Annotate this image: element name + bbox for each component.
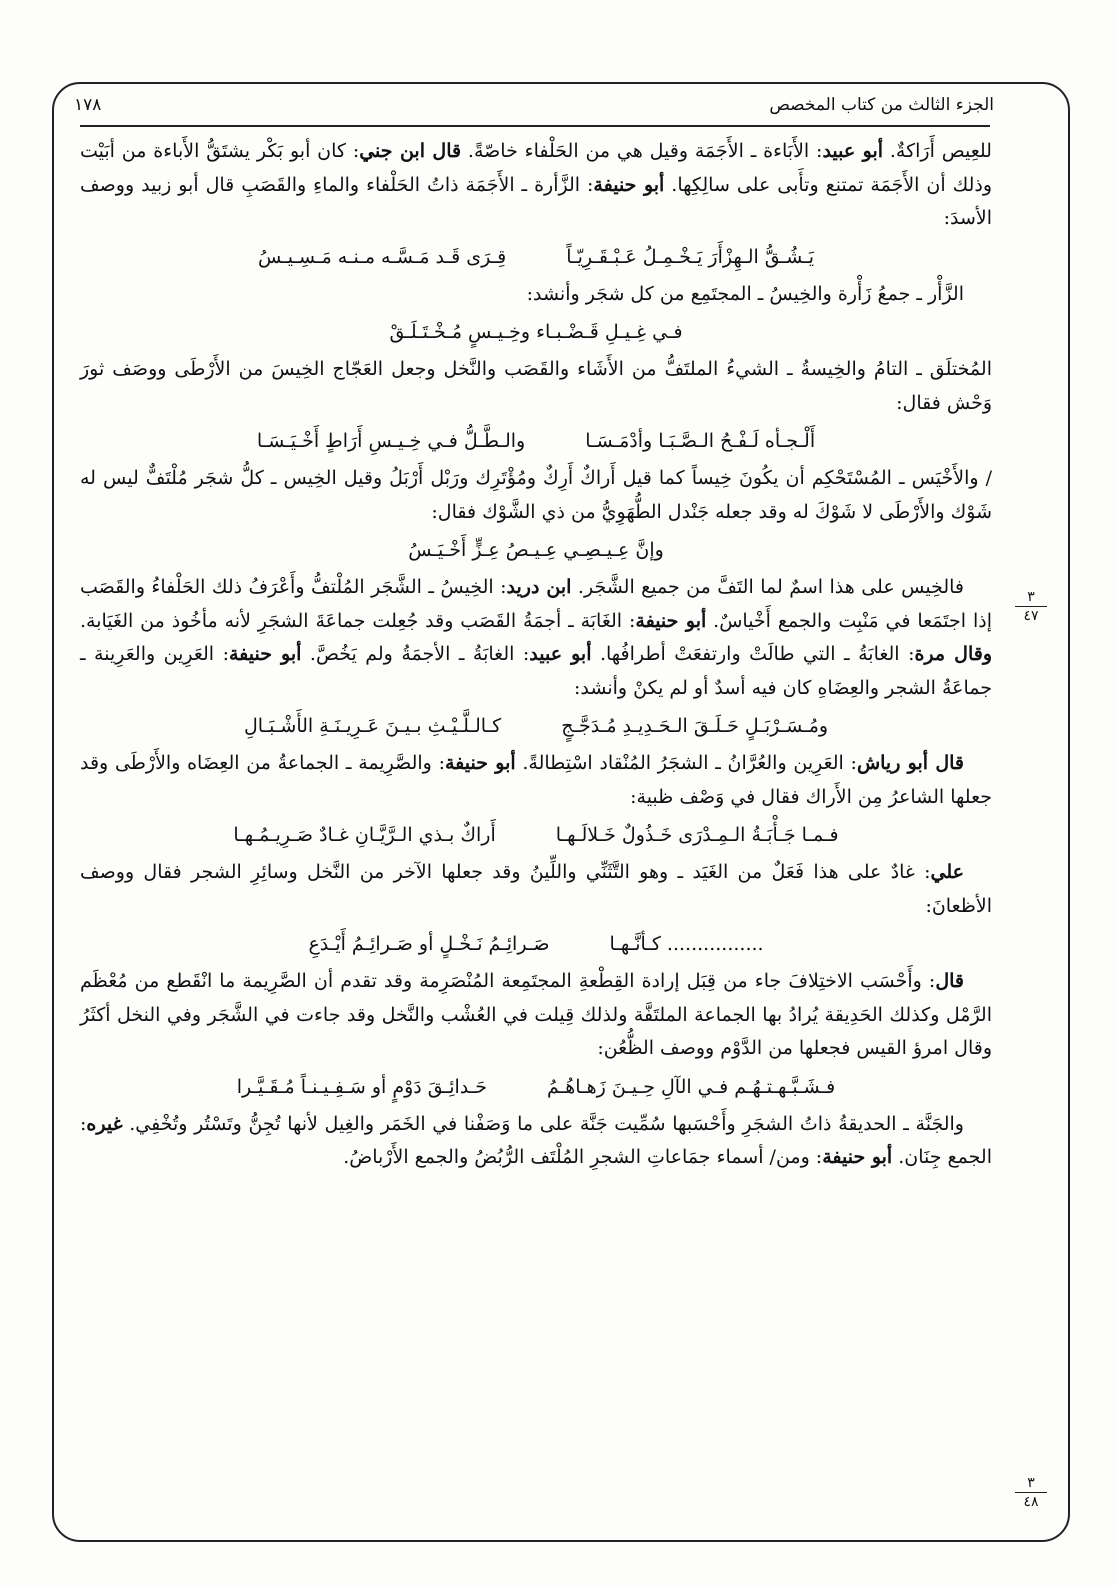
verse-hemistich: ................ كـأنَّـهـا <box>609 933 764 955</box>
paragraph: علي: غادٌ على هذا فَعَلٌ من الغَيَد ـ وهو التَّثَنِّي واللِّينُ وقد جعلها الآخر من النَّخل وسائِرِ الشجر فقال ووصف الأظعانَ: <box>80 861 992 917</box>
verse-hemistich: أَراكٌ بـذي الـرَّيَّـانِ غـادٌ صَـرِيـمُـهـا <box>233 824 496 846</box>
verse-line <box>80 314 992 350</box>
margin-marker: ٣ ٤٨ <box>1015 1476 1047 1509</box>
verse-line <box>80 1069 992 1105</box>
page-header <box>74 86 994 124</box>
paragraph: فالخِيس على هذا اسمٌ لما التَفَّ من جميع الشَّجَر. ابن دريد: الخِيسُ ـ الشَّجَر المُلْتفُّ وأَعْرَفُ ذلك الحَلْفاءُ والقَصَب إذا اجتَمَعا في مَنْبِت والجمع أَخْياسٌ. أبو حنيفة: الغَابَة ـ أجمَةُ القَصَب وقد جُعِلت جماعَةَ الشجَرِ لأنه مأخُوذ من الغَيَابة. وقال مرة: الغابَةُ ـ التي طالَتْ وارتفعَتْ أطرافُها. أبو عبيد: الغابَةُ ـ الأجمَةُ ولم يَخُصَّ. أبو حنيفة: العَرِين والعَرِينة ـ جماعَةُ الشجر والعِضَاهِ كان فيه أسدٌ أو لم يكنْ وأنشد: <box>80 576 992 699</box>
margin-marker: ٣ ٤٧ <box>1015 590 1047 623</box>
verse-hemistich: ومُـسَـرْبَـلٍ حَـلَـقَ الـحَـدِيـدِ مُـدَجَّـجٍ <box>561 715 829 737</box>
verse-hemistich: أَلْـجـأه لَـفْـحُ الـصَّـبَـا وأدْمَـسَـا <box>585 430 816 452</box>
verse-hemistich: قِـرَى قَـد مَـسَّـه مـنـه مَـسِـيـسُ <box>257 245 507 268</box>
verse-hemistich: وإنَّ عِـيـصِـي عِـيـصُ عِـزٍّ أَخْـيَـسُ <box>408 539 664 561</box>
paragraph: قال: وأَحْسَب الاختِلافَ جاء من قِبَل إرادة القِطْعةِ المجتَمِعة المُنْصَرِمة وقد تقدم أن الصَّرِيمة ما انْقَطع من مُعْظَم الرَّمْل وكذلك الحَدِيقة يُرادُ بها الجماعة الملتَفَّة ولذلك قِيلت في العُشْب والنَّخل وقد جاءت في الشَّجَر وفي النخل أكثَرُ وقال امرؤ القيس فجعلها من الدَّوْم ووصف الظُّعُن: <box>80 970 992 1059</box>
paragraph: والجَنَّة ـ الحديقةُ ذاتُ الشجَرِ وأَحْسَبها سُمِّيت جَنَّة على ما وَصَفْنا في الخَمَر والغِيل لأنها تُجِنُّ وتَسْتُر وتُخْفِي. غيره: الجمع جِنَان. أبو حنيفة: ومن/ أسماء جمَاعاتِ الشجرِ المُلْتَف الرُّبُضُ والجمع الأَرْباضُ. <box>80 1112 992 1168</box>
paragraph: / والأَخْيَس ـ المُسْتَحْكِم أن يكُونَ خِيساً كما قيل أَراكٌ أَرِكٌ ومُؤْتَرِك ورَبْل أَرْبَلُ وقيل الخِيس ـ كلُّ شجَر مُلْتَفٌّ ليس له شَوْك والأَرْطَى لا شَوْكَ له وقد جعله جَنْدل الطُّهَوِيُّ من ذي الشَّوْك فقال: <box>80 467 992 523</box>
verse-line <box>80 423 992 459</box>
paragraph: للعِيص أَرَاكةٌ. أبو عبيد: الأَبَاءة ـ الأَجَمَة وقيل هي من الحَلْفاء خاصّةً. قال ابن جني: كان أبو بَكْر يشتَقُّ الأَباءة من أبَيْت وذلك أن الأَجَمَة تمتنع وتأَبى على سالِكِها. أبو حنيفة: الزَّأرة ـ الأَجَمَة ذاتُ الحَلْفاء والماءِ والقَصَبِ قال أبو زبيد ووصف الأسدَ: <box>80 140 993 229</box>
verse-hemistich: حَـدائِـقَ دَوْمٍ أو سَـفِـيـنـاً مُـقَـيَّـرا <box>236 1075 488 1098</box>
paragraph: قال أبو رياش: العَرِين والعُرَّانُ ـ الشجَرُ المُنْقاد اسْتِطالةً. أبو حنيفة: والصَّرِيمة ـ الجماعةُ من العِضَاه والأَرْطَى وقد جعلها الشاعرُ مِن الأَراك فقال في وَصْف ظبية: <box>80 752 992 808</box>
verse-hemistich: والـطَّـلُّ فـي خِـيـسِ أَرَاطٍ أَخْـيَـسَـا <box>256 430 526 452</box>
verse-line <box>80 708 992 744</box>
verse-hemistich: كـالـلَّـيْـثِ بـيـنَ عَـرِيـنَـةِ الأَشْـبَـالِ <box>243 715 502 737</box>
paragraph: الزَّأْر ـ جمعُ زَأْرة والخِيسُ ـ المجتَمِع من كل شجَر وأنشد: <box>526 282 964 305</box>
page-number: ١٧٨ <box>74 95 102 115</box>
verse-hemistich: فـي غِـيـلِ قَـضْـبـاء وخِـيـسٍ مُـخْـتَـلَـقْ <box>389 321 683 343</box>
header-rule <box>80 125 990 127</box>
verse-line <box>80 532 992 568</box>
page-body <box>80 135 992 1175</box>
verse-line <box>80 817 992 853</box>
verse-hemistich: صَـرائِـمُ نَـخْـلٍ أو صَـرائِـمُ أَيْـدَعِ <box>308 933 550 955</box>
verse-hemistich: فـمـا جَـأْبَـةُ الـمِـدْرَى خَـذُولٌ خَـلالَـهـا <box>555 824 839 846</box>
verse-hemistich: يَـشُـقُّ الـهِزْأَرَ يَـخْـمِـلُ عَـبْـقَـرِيّـاً <box>566 245 815 268</box>
paragraph: المُختلَق ـ التامُ والخِيسةُ ـ الشيءُ الملتَفُّ من الأَشَاء والقَصَب والنَّخل وجعل العَجّاج الخِيسَ من الأَرْطَى ووصَف ثورَ وَحْش فقال: <box>80 358 992 414</box>
running-title: الجزء الثالث من كتاب المخصص <box>769 95 994 115</box>
verse-line <box>80 926 992 962</box>
verse-line <box>80 239 992 275</box>
verse-hemistich: فـشَـبَّـهـتـهُـم فـي الآلِ حِـيـنَ زَهـاهُـمُ <box>547 1075 836 1098</box>
